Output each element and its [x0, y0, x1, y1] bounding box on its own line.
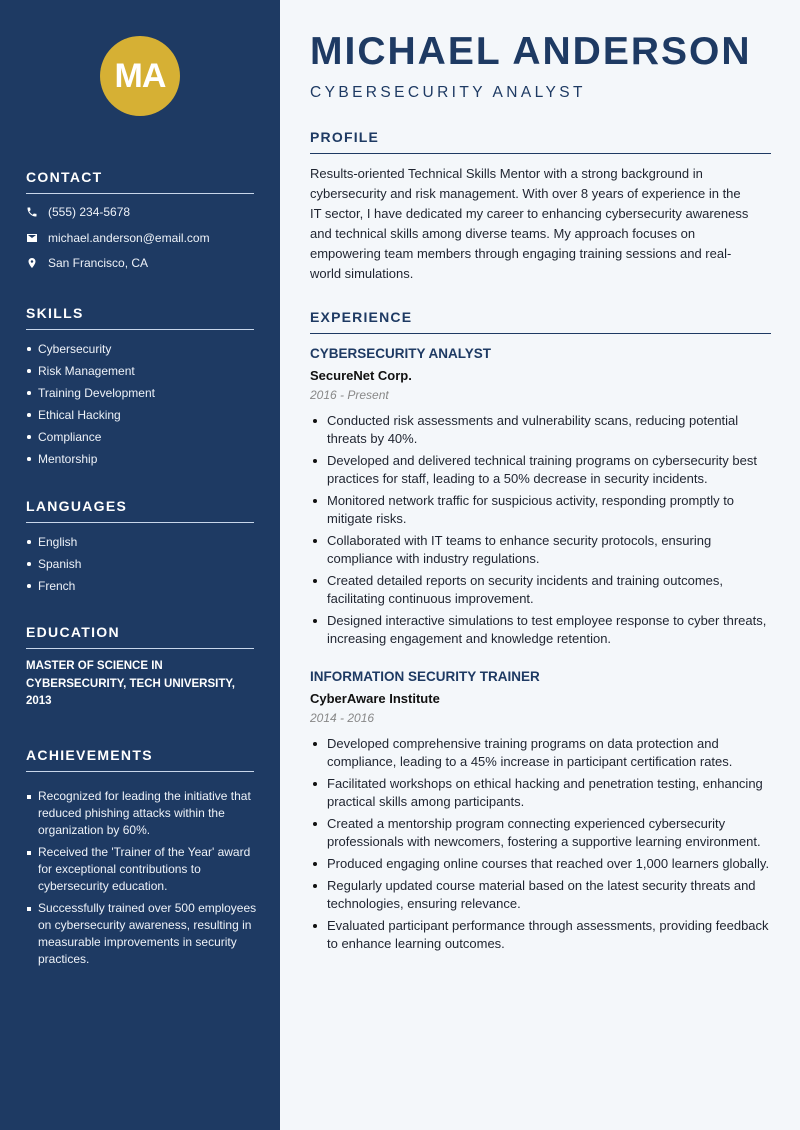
sidebar — [0, 0, 280, 1130]
email-icon — [26, 232, 38, 244]
job-bullet: Produced engaging online courses that reached over 1,000 learners globally. — [310, 855, 771, 873]
language-item: English — [26, 534, 256, 556]
achievement-item: Received the 'Trainer of the Year' award for exceptional contributions to cybersecurity education. — [26, 844, 258, 895]
job-dates: 2016 - Present — [310, 388, 389, 402]
contact-heading: CONTACT — [26, 169, 254, 194]
contact-phone — [26, 205, 130, 219]
candidate-title: CYBERSECURITY ANALYST — [310, 84, 586, 101]
job-title: INFORMATION SECURITY TRAINER — [310, 669, 540, 684]
job-bullet: Evaluated participant performance through assessments, providing feedback to enhance learning outcomes. — [310, 917, 771, 953]
email-text: michael.anderson@email.com — [48, 231, 210, 245]
job-dates: 2014 - 2016 — [310, 711, 375, 725]
job-company: CyberAware Institute — [310, 691, 440, 706]
phone-text: (555) 234-5678 — [48, 205, 131, 219]
avatar-initials: MA — [100, 36, 180, 116]
achievements-heading: ACHIEVEMENTS — [26, 747, 254, 772]
candidate-name: MICHAEL ANDERSON — [310, 30, 752, 73]
skill-item: Compliance — [26, 429, 256, 451]
contact-email — [26, 231, 210, 245]
job-entry — [310, 669, 771, 957]
job-bullet: Facilitated workshops on ethical hacking and penetration testing, enhancing practical skills among participants. — [310, 775, 771, 811]
contact-location — [26, 256, 148, 270]
profile-heading: PROFILE — [310, 129, 771, 154]
skills-list — [26, 341, 256, 473]
achievement-item: Recognized for leading the initiative that reduced phishing attacks within the organization by 60%. — [26, 788, 258, 839]
job-bullet: Created a mentorship program connecting experienced cybersecurity professionals with newcomers, fostering a supportive learning environment. — [310, 815, 771, 851]
achievements-list — [26, 788, 258, 973]
job-bullets — [310, 735, 771, 953]
skill-item: Training Development — [26, 385, 256, 407]
job-bullet: Collaborated with IT teams to enhance security protocols, ensuring compliance with industry regulations. — [310, 532, 771, 568]
skill-item: Cybersecurity — [26, 341, 256, 363]
job-entry — [310, 346, 771, 652]
job-bullet: Regularly updated course material based on the latest security threats and technologies, ensuring relevance. — [310, 877, 771, 913]
location-pin-icon — [26, 257, 38, 269]
job-bullet: Created detailed reports on security incidents and training outcomes, facilitating continuous improvement. — [310, 572, 771, 608]
job-bullet: Conducted risk assessments and vulnerability scans, reducing potential threats by 40%. — [310, 412, 771, 448]
experience-heading: EXPERIENCE — [310, 309, 771, 334]
education-heading: EDUCATION — [26, 624, 254, 649]
language-item: French — [26, 578, 256, 600]
job-bullet: Designed interactive simulations to test employee response to cyber threats, increasing engagement and knowledge retention. — [310, 612, 771, 648]
language-item: Spanish — [26, 556, 256, 578]
skill-item: Risk Management — [26, 363, 256, 385]
job-bullet: Developed comprehensive training programs on data protection and compliance, leading to a 45% increase in participant certification rates. — [310, 735, 771, 771]
job-bullets — [310, 412, 771, 648]
skills-heading: SKILLS — [26, 305, 254, 330]
languages-heading: LANGUAGES — [26, 498, 254, 523]
skill-item: Mentorship — [26, 451, 256, 473]
education-entry: MASTER OF SCIENCE IN CYBERSECURITY, TECH UNIVERSITY, 2013 — [26, 660, 235, 707]
skill-item: Ethical Hacking — [26, 407, 256, 429]
job-title: CYBERSECURITY ANALYST — [310, 346, 492, 361]
achievement-item: Successfully trained over 500 employees on cybersecurity awareness, resulting in measurable improvements in security practices. — [26, 900, 258, 968]
job-bullet: Developed and delivered technical training programs on cybersecurity best practices for staff, leading to a 50% decrease in security incidents. — [310, 452, 771, 488]
job-bullet: Monitored network traffic for suspicious activity, responding promptly to mitigate risks. — [310, 492, 771, 528]
location-text: San Francisco, CA — [48, 256, 149, 270]
job-company: SecureNet Corp. — [310, 368, 412, 383]
profile-text: Results-oriented Technical Skills Mentor with a strong background in cybersecurity and risk management. With over 8 years of experience in the IT sector, I have dedicated my career to enhancing cybersecurity awareness and technical skills among diverse teams. My approach focuses on empowering team members through engaging training sessions and real-world simulations. — [310, 166, 749, 281]
phone-icon — [26, 206, 38, 218]
languages-list — [26, 534, 256, 600]
